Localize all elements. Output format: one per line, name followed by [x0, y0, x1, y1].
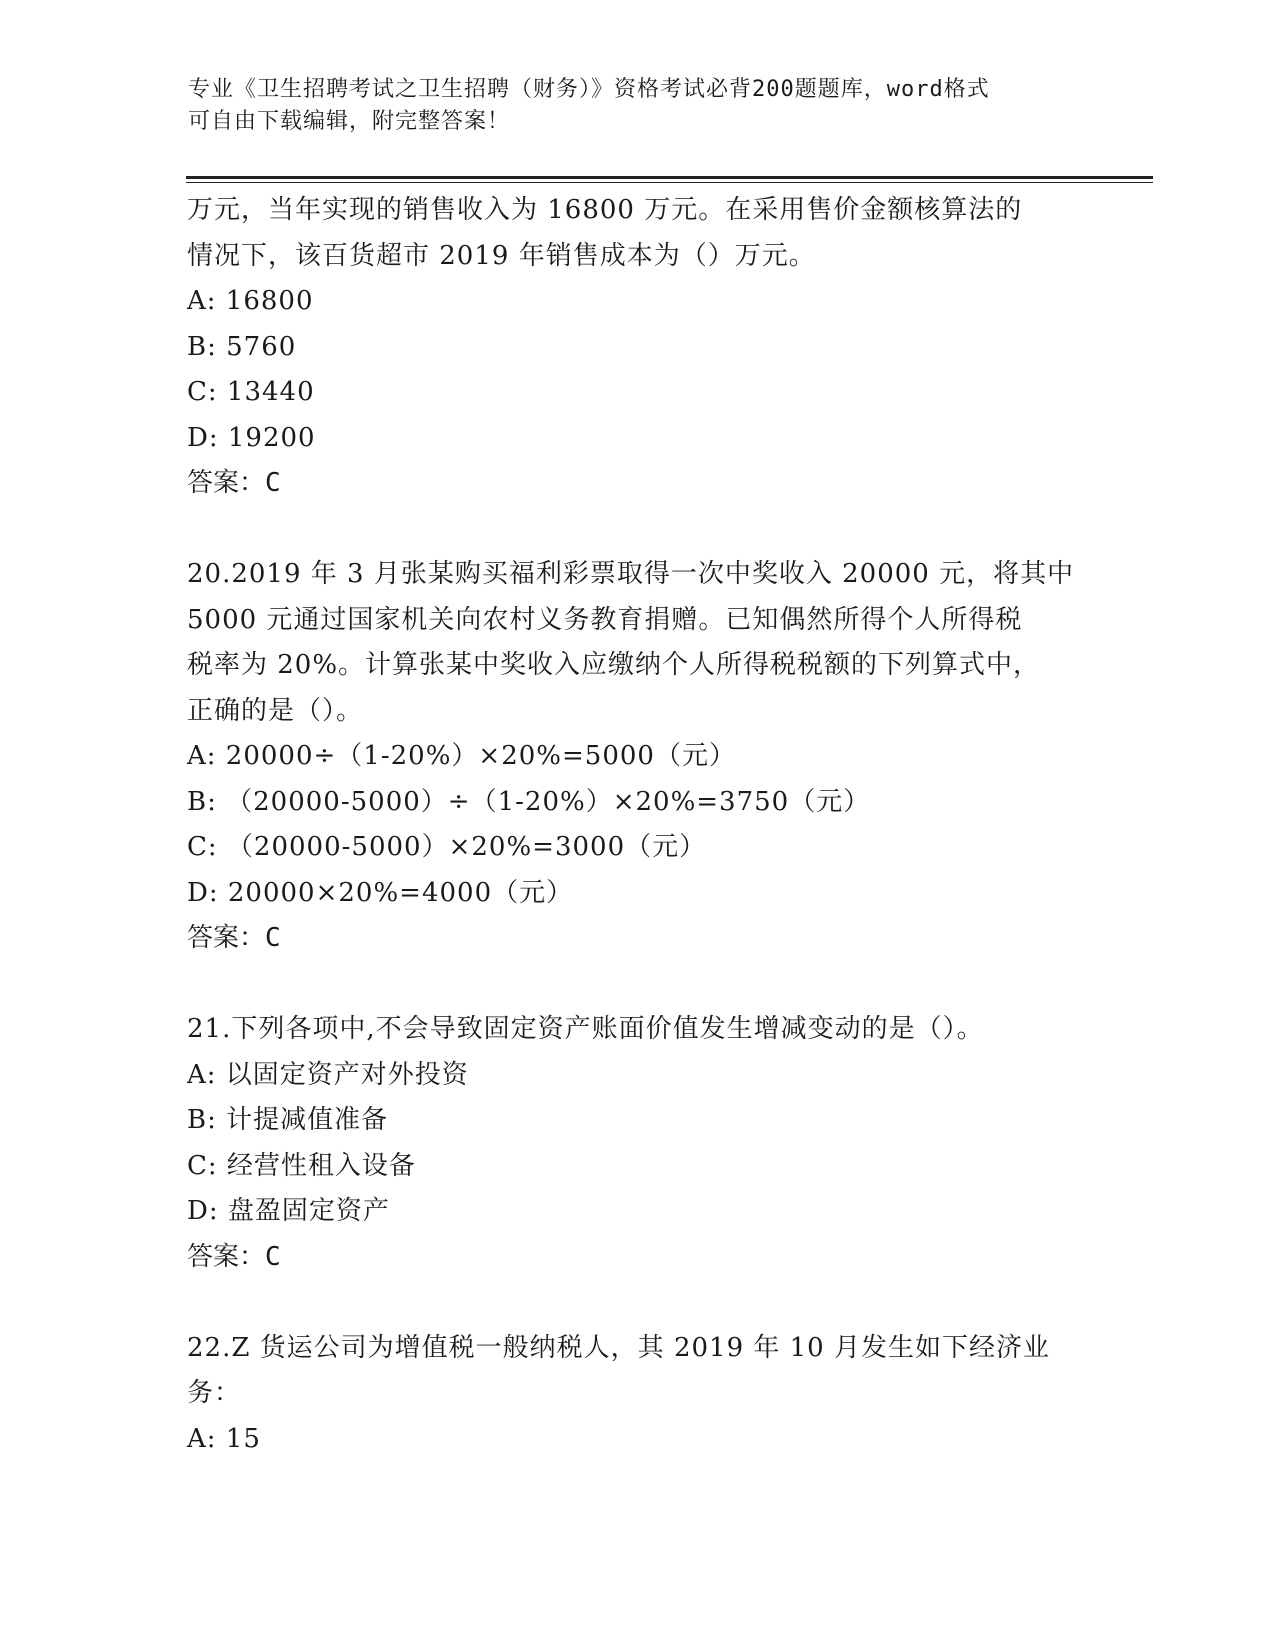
answer-label: 答案：C — [187, 923, 281, 953]
option-c: C: 经营性租入设备 — [187, 1150, 416, 1181]
option-d: D: 盘盈固定资产 — [187, 1196, 390, 1226]
header-title-line-1: 专业《卫生招聘考试之卫生招聘（财务）》资格考试必背200题题库，word格式 — [188, 77, 990, 102]
option-a: A: 16800 — [187, 286, 314, 316]
option-a: A: 20000÷（1-20%）×20%=5000（元） — [187, 741, 736, 771]
question-stem: 务： — [187, 1378, 242, 1408]
question-21 — [187, 1007, 1087, 1280]
question-stem: 税率为 20%。计算张某中奖收入应缴纳个人所得税税额的下列算式中， — [187, 650, 1041, 680]
header-rule-thin — [186, 182, 1153, 183]
question-20 — [187, 552, 1087, 962]
question-stem: 正确的是（）。 — [187, 695, 364, 726]
header-title-line-2: 可自由下载编辑，附完整答案！ — [188, 109, 511, 134]
option-d: D: 19200 — [187, 422, 316, 453]
question-stem: 5000 元通过国家机关向农村义务教育捐赠。已知偶然所得个人所得税 — [187, 604, 1023, 635]
option-c: C: 13440 — [187, 377, 315, 407]
spacer — [187, 507, 1087, 553]
question-stem: 情况下，该百货超市 2019 年销售成本为（）万元。 — [187, 240, 816, 271]
answer-label: 答案：C — [187, 468, 281, 498]
question-22 — [187, 1326, 1087, 1463]
document-header — [188, 74, 1088, 138]
question-stem: 20.2019 年 3 月张某购买福利彩票取得一次中奖收入 20000 元，将其中 — [187, 559, 1075, 589]
question-stem: 21.下列各项中,不会导致固定资产账面价值发生增减变动的是（）。 — [187, 1014, 984, 1044]
option-b: B: （20000-5000）÷（1-20%）×20%=3750（元） — [187, 786, 871, 817]
question-19 — [187, 188, 1087, 507]
spacer — [187, 1280, 1087, 1326]
option-c: C: （20000-5000）×20%=3000（元） — [187, 832, 707, 862]
spacer — [187, 962, 1087, 1008]
option-a: A: 15 — [187, 1423, 261, 1454]
question-stem: 万元，当年实现的销售收入为 16800 万元。在采用售价金额核算法的 — [187, 195, 1023, 225]
header-rule-thick — [186, 176, 1153, 179]
option-d: D: 20000×20%=4000（元） — [187, 877, 574, 908]
option-b: B: 计提减值准备 — [187, 1105, 389, 1135]
question-stem: 22.Z 货运公司为增值税一般纳税人，其 2019 年 10 月发生如下经济业 — [187, 1332, 1050, 1363]
option-b: B: 5760 — [187, 331, 297, 362]
option-a: A: 以固定资产对外投资 — [187, 1059, 469, 1090]
answer-label: 答案：C — [187, 1241, 281, 1272]
question-content — [187, 188, 1087, 1462]
